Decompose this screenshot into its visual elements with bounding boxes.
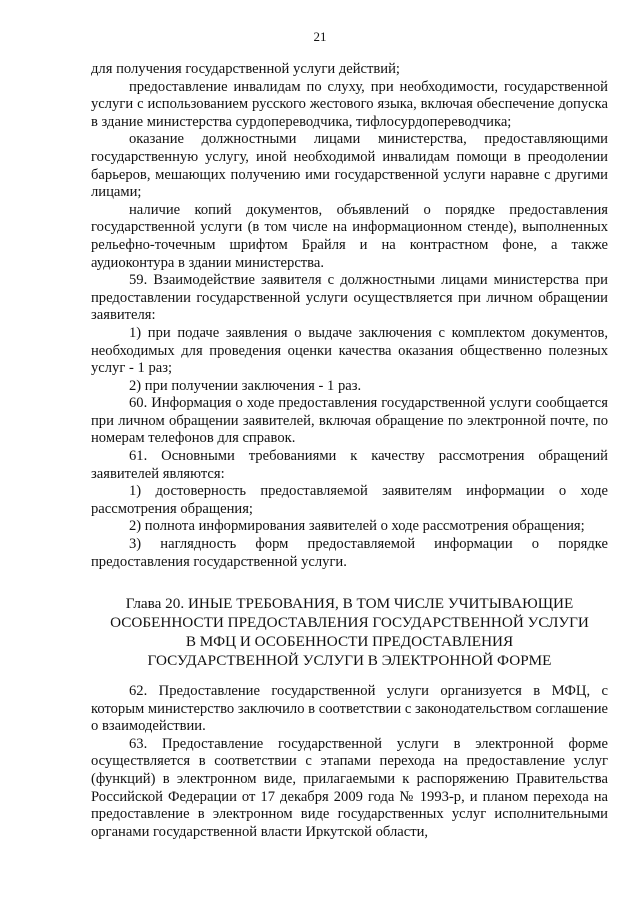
body-text-bottom [91, 683, 608, 841]
heading-line: В МФЦ И ОСОБЕННОСТИ ПРЕДОСТАВЛЕНИЯ [185, 633, 514, 650]
list-item: 2) при получении заключения - 1 раз. [129, 377, 362, 394]
paragraph: 61. Основными требованиями к качеству рассмотрения обращений заявителей являются: [91, 448, 608, 482]
paragraph: 63. Предоставление государственной услуги в электронной форме осуществляется в соответствии с этапами перехода на предоставление услуг (функций) в электронном виде, прилагаемыми к распоряжению Правительства Российской Федерации от 17 декабря 2009 года № 1993-р, и планом перехода на предоставление в электронном виде государственных услуг исполнительными органами государственной власти Иркутской области, [91, 735, 608, 840]
paragraph: для получения государственной услуги действий; [91, 61, 400, 77]
paragraph: 59. Взаимодействие заявителя с должностными лицами министерства при предоставлении государственной услуги осуществляется при личном обращении заявителя: [91, 272, 608, 324]
paragraph: оказание должностными лицами министерства, предоставляющими государственную услугу, иной необходимой инвалидам помощи в преодолении барьеров, мешающих получению ими государственной услуги наравне с другими лицами; [91, 131, 608, 201]
heading-line: ОСОБЕННОСТИ ПРЕДОСТАВЛЕНИЯ ГОСУДАРСТВЕННОЙ УСЛУГИ [110, 614, 589, 631]
paragraph: наличие копий документов, объявлений о порядке предоставления государственной услуги (в том числе на информационном стенде), выполненных рельефно-точечным шрифтом Брайля и на контрастном фоне, а также аудиоконтура в здании министерства. [91, 201, 608, 271]
paragraph: 60. Информация о ходе предоставления государственной услуги сообщается при личном обращении заявителей, включая обращение по электронной почте, по номерам телефонов для справок. [91, 395, 608, 447]
body-text-top [91, 61, 608, 571]
heading-line: ГОСУДАРСТВЕННОЙ УСЛУГИ В ЭЛЕКТРОННОЙ ФОРМЕ [147, 652, 552, 669]
list-item: 3) наглядность форм предоставляемой информации о порядке предоставления государственной услуги. [91, 536, 608, 570]
list-item: 2) полнота информирования заявителей о ходе рассмотрения обращения; [129, 518, 585, 535]
page-number: 21 [313, 29, 327, 44]
paragraph: предоставление инвалидам по слуху, при необходимости, государственной услуги с использованием русского жестового языка, включая обеспечение допуска в здание министерства сурдопереводчика, тифлосурдопереводчика; [91, 78, 608, 130]
list-item: 1) достоверность предоставляемой заявителям информации о ходе рассмотрения обращения; [91, 483, 608, 517]
heading-line: Глава 20. ИНЫЕ ТРЕБОВАНИЯ, В ТОМ ЧИСЛЕ УЧИТЫВАЮЩИЕ [125, 595, 574, 612]
chapter-heading [91, 594, 608, 670]
list-item: 1) при подаче заявления о выдаче заключения с комплектом документов, необходимых для проведения оценки качества оказания общественно полезных услуг - 1 раз; [91, 324, 608, 377]
paragraph: 62. Предоставление государственной услуги организуется в МФЦ, с которым министерство заключило в соответствии с законодательством соглашение о взаимодействии. [91, 683, 608, 735]
